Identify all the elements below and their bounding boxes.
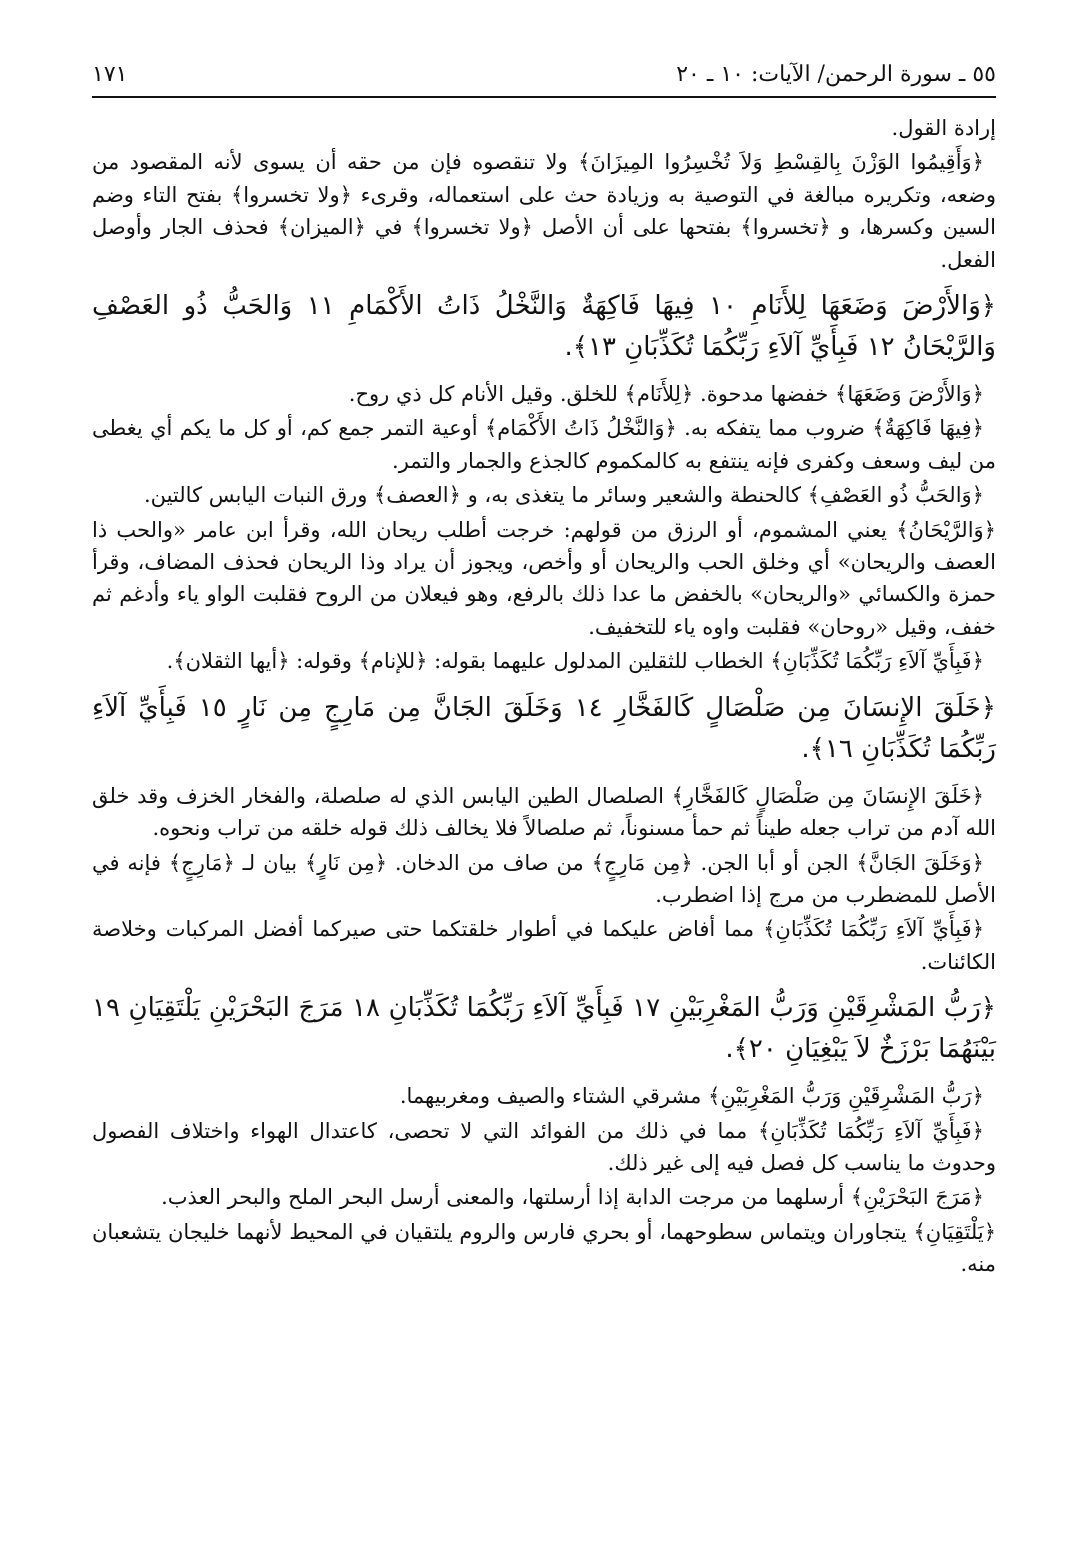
paragraph: ﴿فَبِأَيِّ آلاَءِ رَبِّكُمَا تُكَذِّبَانِ﴾ مما في ذلك من الفوائد التي لا تحصى، كاعتدال الهواء واختلاف الفصول وحدوث ما يناسب كل فصل فيه إلى غير ذلك. (92, 1118, 996, 1175)
paragraph: ﴿فَبِأَيِّ آلاَءِ رَبِّكُمَا تُكَذِّبَانِ﴾ الخطاب للثقلين المدلول عليهما بقوله: ﴿للإنام﴾ وقوله: ﴿أيها الثقلان﴾. (166, 649, 984, 674)
commentary-body (92, 112, 996, 1283)
paragraph: ﴿مَرَجَ البَحْرَيْنِ﴾ أرسلهما من مرجت الدابة إذا أرسلتها، والمعنى أرسل البحر الملح والبحر العذب. (161, 1185, 984, 1210)
paragraph: ﴿خَلَقَ الإِنسَانَ مِن صَلْصَالٍ كَالفَخَّارِ﴾ الصلصال الطين اليابس الذي له صلصلة، والفخار الخزف وقد خلق الله آدم من تراب جعله طيناً ثم حمأ مسنوناً، ثم صلصالاً فلا يخالف ذلك قوله خلقه من تراب ونحوه. (92, 783, 996, 841)
quran-verse-block: ﴿وَالأَرْضَ وَضَعَهَا لِلأَنَامِ ١٠ فِيهَا فَاكِهَةٌ وَالنَّخْلُ ذَاتُ الأَكْمَامِ ١١ وَالحَبُّ ذُو العَصْفِ وَالرَّيْحَانُ ١٢ فَبِأَيِّ آلاَءِ رَبِّكُمَا تُكَذِّبَانِ ١٣﴾. (92, 291, 997, 363)
paragraph: ﴿وَأَقِيمُوا الوَزْنَ بِالقِسْطِ وَلاَ تُخْسِرُوا المِيزَانَ﴾ ولا تنقصوه فإن من حقه أن يسوى لأنه المقصود من وضعه، وتكريره مبالغة في التوصية به وزيادة حث على استعماله، وقرىء ﴿ولا تخسروا﴾ بفتح التاء وضم السين وكسرها، و ﴿تخسروا﴾ بفتحها على أن الأصل ﴿ولا تخسروا﴾ في ﴿الميزان﴾ فحذف الجار وأوصل الفعل. (92, 150, 996, 272)
paragraph: ﴿وَخَلَقَ الجَانَّ﴾ الجن أو أبا الجن. ﴿مِن مَارِجٍ﴾ من صاف من الدخان. ﴿مِن نَارٍ﴾ بيان لـ ﴿مَارِجٍ﴾ فإنه في الأصل للمضطرب من مرج إذا اضطرب. (92, 850, 996, 907)
page-header (92, 56, 996, 92)
paragraph: ﴿وَالحَبُّ ذُو العَصْفِ﴾ كالحنطة والشعير وسائر ما يتغذى به، و ﴿العصف﴾ ورق النبات اليابس كالتين. (143, 483, 984, 508)
quran-verse-block: ﴿خَلَقَ الإِنسَانَ مِن صَلْصَالٍ كَالفَخَّارِ ١٤ وَخَلَقَ الجَانَّ مِن مَارِجٍ مِن نَارٍ ١٥ فَبِأَيِّ آلاَءِ رَبِّكُمَا تُكَذِّبَانِ ١٦﴾. (92, 692, 996, 764)
paragraph: ﴿وَالأَرْضَ وَضَعَهَا﴾ خفضها مدحوة. ﴿لِلأَنَام﴾ للخلق. وقيل الأنام كل ذي روح. (348, 382, 984, 407)
paragraph: ﴿فِيهَا فَاكِهَةٌ﴾ ضروب مما يتفكه به. ﴿وَالنَّخْلُ ذَاتُ الأَكْمَام﴾ أوعية التمر جمع كم، أو كل ما يكم أي يغطى من ليف وسعف وكفرى فإنه ينتفع به كالمكموم كالجذع والجمار والتمر. (92, 416, 996, 473)
header-divider (92, 96, 996, 98)
page-number: ١٧١ (92, 61, 128, 87)
running-title: ٥٥ ـ سورة الرحمن/ الآيات: ١٠ ـ ٢٠ (676, 61, 996, 87)
paragraph: إرادة القول. (891, 116, 996, 140)
paragraph: ﴿وَالرَّيْحَانُ﴾ يعني المشموم، أو الرزق من قولهم: خرجت أطلب ريحان الله، وقرأ ابن عامر «والحب ذا العصف والريحان» أي وخلق الحب والريحان أو وأخص، ويجوز أن يراد وذا الريحان فحذف المضاف، وقرأ حمزة والكسائي «والريحان» بالخفض ما عدا ذلك بالرفع، وهو فيعلان من الروح فقلبت الواو ياء وأدغم ثم خفف، وقيل «روحان» فقلبت واوه ياء للتخفيف. (92, 517, 996, 639)
paragraph: ﴿فَبِأَيِّ آلاَءِ رَبِّكُمَا تُكَذِّبَانِ﴾ مما أفاض عليكما في أطوار خلقتكما حتى صيركما أفضل المركبات وخلاصة الكائنات. (92, 917, 996, 974)
quran-verse-block: ﴿رَبُّ المَشْرِقَيْنِ وَرَبُّ المَغْرِبَيْنِ ١٧ فَبِأَيِّ آلاَءِ رَبِّكُمَا تُكَذِّبَانِ ١٨ مَرَجَ البَحْرَيْنِ يَلْتَقِيَانِ ١٩ بَيْنَهُمَا بَرْزَخٌ لاَ يَبْغِيَانِ ٢٠﴾. (92, 993, 997, 1065)
paragraph: ﴿رَبُّ المَشْرِقَيْنِ وَرَبُّ المَغْرِبَيْنِ﴾ مشرقي الشتاء والصيف ومغربيهما. (399, 1084, 984, 1109)
paragraph: ﴿يَلْتَقِيَانِ﴾ يتجاوران ويتماس سطوحهما، أو بحري فارس والروم يلتقيان في المحيط لأنهما خليجان يتشعبان منه. (92, 1219, 996, 1277)
